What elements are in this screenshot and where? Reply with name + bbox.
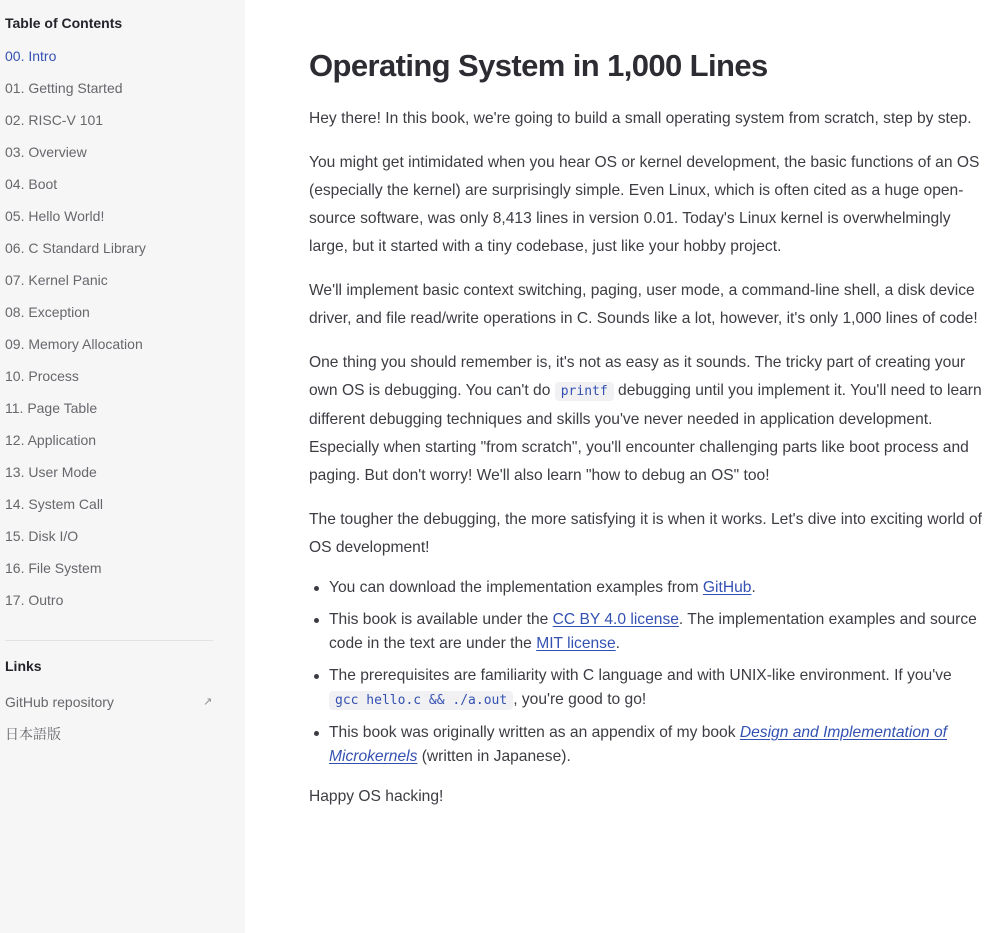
external-link-icon: ↗ <box>203 696 213 708</box>
license-text-middle: . The implementation examples and source code in the text are under the <box>329 611 977 652</box>
toc-item-boot[interactable]: 04. Boot <box>5 176 58 192</box>
links-heading: Links <box>5 658 42 674</box>
github-link[interactable]: GitHub <box>702 579 752 596</box>
toc-item-exception[interactable]: 08. Exception <box>5 304 90 320</box>
paragraph-features: We'll implement basic context switching, paging, user mode, a command-line shell, a disk device driver, and file read/write operations in C. Sounds like a lot, however, it's only 1,000 lines of code! <box>309 282 978 327</box>
toc-item-c-standard-library[interactable]: 06. C Standard Library <box>5 240 146 256</box>
page-title: Operating System in 1,000 Lines <box>309 48 768 83</box>
toc-item-file-system[interactable]: 16. File System <box>5 560 102 576</box>
toc-item-kernel-panic[interactable]: 07. Kernel Panic <box>5 272 108 288</box>
sidebar <box>0 0 245 933</box>
link-github-repository-label: GitHub repository <box>5 694 114 710</box>
link-japanese-version-label: 日本語版 <box>5 726 61 742</box>
code-gcc-command: gcc hello.c && ./a.out <box>329 691 513 710</box>
toc-item-getting-started[interactable]: 01. Getting Started <box>5 80 123 96</box>
paragraph-closing: Happy OS hacking! <box>309 788 444 805</box>
download-text-end: . <box>751 579 756 596</box>
paragraph-debugging-text-2: debugging until you implement it. You'll need to learn different debugging techniques and skills you've never needed in application development. Especially when starting "from scratch", you'll encounter challenging parts like boot process and paging. But don't worry! We'll also learn "how to debug an OS" too! <box>309 382 982 484</box>
download-text: You can download the implementation examples from <box>329 579 703 596</box>
toc-item-outro[interactable]: 17. Outro <box>5 592 64 608</box>
toc-item-memory-allocation[interactable]: 09. Memory Allocation <box>5 336 143 352</box>
mit-license-link[interactable]: MIT license <box>536 635 616 652</box>
paragraph-debugging <box>309 349 985 490</box>
list-item-prerequisites <box>309 664 985 713</box>
list-item-license <box>309 608 985 656</box>
toc-list <box>5 43 146 619</box>
toc-item-intro[interactable]: 00. Intro <box>5 48 57 64</box>
license-text-end: . <box>615 635 620 652</box>
prerequisites-text-end: , you're good to go! <box>513 691 647 708</box>
paragraph-intro: Hey there! In this book, we're going to build a small operating system from scratch, step by step. <box>309 110 972 127</box>
toc-item-user-mode[interactable]: 13. User Mode <box>5 464 97 480</box>
main-content <box>309 44 985 827</box>
toc-item-page-table[interactable]: 11. Page Table <box>5 400 98 416</box>
toc-heading: Table of Contents <box>5 15 123 31</box>
toc-item-hello-world[interactable]: 05. Hello World! <box>5 208 105 224</box>
license-text: This book is available under the <box>329 611 553 628</box>
code-printf: printf <box>555 382 614 401</box>
origin-text: This book was originally written as an appendix of my book <box>329 724 740 741</box>
link-japanese-version[interactable] <box>5 718 213 750</box>
toc-item-application[interactable]: 12. Application <box>5 432 97 448</box>
paragraph-dive-in: The tougher the debugging, the more satisfying it is when it works. Let's dive into exciting world of OS development! <box>309 511 982 556</box>
toc-item-process[interactable]: 10. Process <box>5 368 79 384</box>
prerequisites-text: The prerequisites are familiarity with C language and with UNIX-like environment. If you've <box>329 667 952 684</box>
sidebar-divider <box>5 640 213 641</box>
list-item-download <box>309 576 985 600</box>
origin-text-end: (written in Japanese). <box>417 748 571 765</box>
toc-item-overview[interactable]: 03. Overview <box>5 144 87 160</box>
list-item-origin <box>309 721 985 769</box>
paragraph-kernel: You might get intimidated when you hear OS or kernel development, the basic functions of an OS (especially the kernel) are surprisingly simple. Even Linux, which is often cited as a huge open-source software, was only 8,413 lines in version 0.01. Today's Linux kernel is overwhelmingly large, but it started with a tiny codebase, just like your hobby project. <box>309 154 980 255</box>
toc-item-risc-v-101[interactable]: 02. RISC-V 101 <box>5 112 104 128</box>
toc-item-disk-io[interactable]: 15. Disk I/O <box>5 528 79 544</box>
microkernels-book-link[interactable]: Design and Implementation of Microkernels <box>329 724 948 765</box>
links-list <box>5 686 213 750</box>
toc-item-system-call[interactable]: 14. System Call <box>5 496 104 512</box>
info-list <box>309 576 985 769</box>
cc-by-license-link[interactable]: CC BY 4.0 license <box>552 611 679 628</box>
link-github-repository[interactable] <box>5 686 213 718</box>
paragraph-debugging-text-1: One thing you should remember is, it's not as easy as it sounds. The tricky part of creating your own OS is debugging. You can't do <box>309 354 966 399</box>
